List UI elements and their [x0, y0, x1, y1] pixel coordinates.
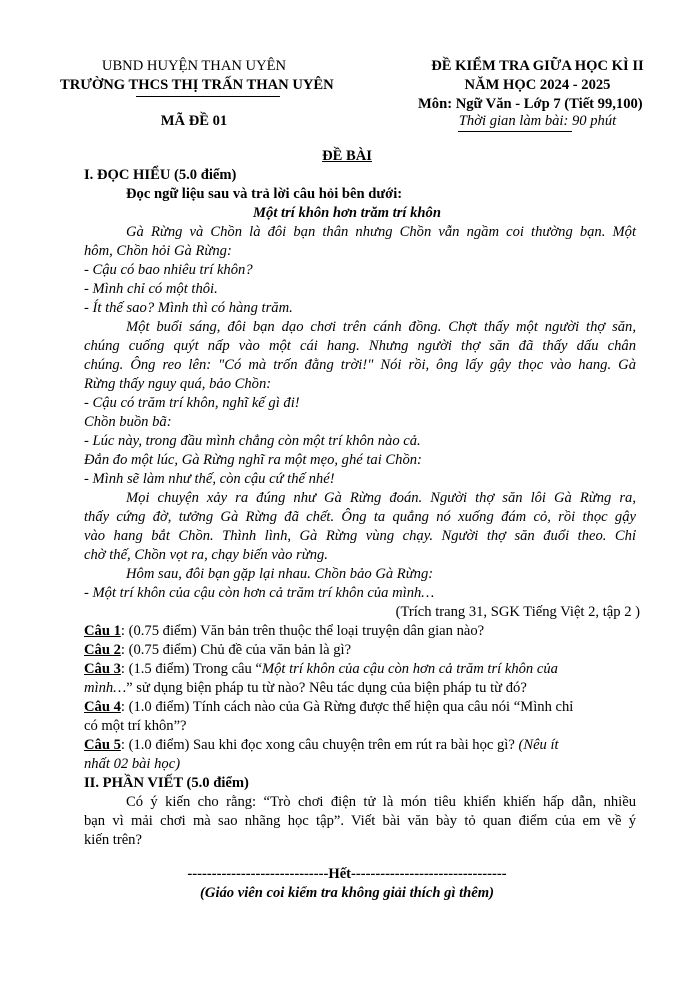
story-line: - Mình sẽ làm như thế, còn cậu cứ thế nhé!: [84, 471, 335, 487]
question-2: [84, 642, 351, 659]
header-underline-right: [458, 131, 572, 132]
question-3: [84, 661, 558, 678]
question-text: : (1.0 điểm) Sau khi đọc xong câu chuyện trên em rút ra bài học gì?: [120, 737, 515, 753]
part2-line: bạn vì mải chơi mà sao nhãng học tập”. Viết bài văn bày tỏ quan điểm của em về ý: [84, 813, 636, 829]
story-title: Một trí khôn hơn trăm trí khôn: [253, 205, 441, 221]
question-text: : (1.5 điểm) Trong câu “: [120, 661, 262, 677]
story-line: - Ít thế sao? Mình thì có hàng trăm.: [84, 300, 293, 316]
school-name: TRƯỜNG THCS THỊ TRẤN THAN UYÊN: [60, 77, 334, 93]
question-4-cont: có một trí khôn”?: [84, 718, 187, 734]
time-line: Thời gian làm bài: 90 phút: [458, 113, 617, 129]
story-line: - Mình chỉ có một thôi.: [84, 281, 218, 297]
story-line: chúng cuống quýt nấp vào một cái hang. Nhưng người thợ săn đã thấy dấu chân: [84, 338, 636, 354]
header-underline-left: [136, 96, 280, 97]
question-label: Câu 5: [84, 737, 121, 753]
story-line: Rừng thấy nguy quá, bảo Chồn:: [84, 376, 272, 392]
story-line: Hôm sau, đôi bạn gặp lại nhau. Chồn bảo Gà Rừng:: [126, 566, 434, 582]
story-line: Gà Rừng và Chồn là đôi bạn thân nhưng Chồn vẫn ngầm coi thường bạn. Một: [126, 224, 636, 240]
part1-heading: I. ĐỌC HIỂU (5.0 điểm): [84, 167, 237, 183]
school-year: NĂM HỌC 2024 - 2025: [464, 77, 611, 93]
question-text: : (0.75 điểm) Chủ đề của văn bản là gì?: [120, 642, 352, 658]
question-text: : (0.75 điểm) Văn bản trên thuộc thể loại truyện dân gian nào?: [120, 623, 485, 639]
story-line: thấy cứng đờ, tưởng Gà Rừng đã chết. Ông ta quẳng nó xuống đám cỏ, rồi thọc gậy: [84, 509, 636, 525]
story-line: - Một trí khôn của cậu còn hơn cả trăm trí khôn của mình…: [84, 585, 435, 601]
question-text: : (1.0 điểm) Tính cách nào của Gà Rừng được thể hiện qua câu nói “Mình chỉ: [120, 699, 574, 715]
question-3-cont: [84, 680, 527, 697]
question-1: [84, 623, 484, 640]
question-label: Câu 4: [84, 699, 121, 715]
story-source: (Trích trang 31, SGK Tiếng Việt 2, tập 2 ): [395, 604, 640, 620]
question-quote: Một trí khôn của cậu còn hơn cả trăm trí khôn của: [261, 661, 558, 677]
end-marker: -----------------------------Hết--------------------------------: [187, 866, 507, 882]
exam-code: MÃ ĐỀ 01: [160, 113, 228, 129]
question-quote: mình…: [84, 680, 127, 696]
subject-line: Môn: Ngữ Văn - Lớp 7 (Tiết 99,100): [418, 96, 643, 112]
part2-heading: II. PHẦN VIẾT (5.0 điểm): [84, 775, 249, 791]
story-line: hôm, Chồn hỏi Gà Rừng:: [84, 243, 232, 259]
story-line: Đắn đo một lúc, Gà Rừng nghĩ ra một mẹo, ghé tai Chồn:: [84, 452, 422, 468]
department-name: UBND HUYỆN THAN UYÊN: [101, 58, 287, 74]
question-label: Câu 1: [84, 623, 121, 639]
question-text: ” sử dụng biện pháp tu từ nào? Nêu tác dụng của biện pháp tu từ đó?: [126, 680, 527, 696]
footer-note: (Giáo viên coi kiểm tra không giải thích gì thêm): [200, 885, 494, 901]
page-title: ĐỀ BÀI: [322, 148, 372, 164]
question-4: [84, 699, 573, 716]
question-5: [84, 737, 559, 754]
part2-line: Có ý kiến cho rằng: “Trò chơi điện tử là món tiêu khiển khiến hấp dẫn, nhiều: [126, 794, 636, 810]
story-line: - Cậu có bao nhiêu trí khôn?: [84, 262, 253, 278]
story-line: vào hang bắt Chồn. Thình lình, Gà Rừng vùng chạy. Người thợ săn đuổi theo. Chỉ: [84, 528, 636, 544]
part1-instruction: Đọc ngữ liệu sau và trả lời câu hỏi bên dưới:: [126, 186, 403, 202]
exam-title: ĐỀ KIỂM TRA GIỮA HỌC KÌ II: [431, 58, 644, 74]
story-line: chúng. Ông reo lên: "Có mà trốn đằng trời!" Nói rồi, ông lấy gậy thọc vào hang. Gà: [84, 357, 636, 373]
story-line: Một buổi sáng, đôi bạn dạo chơi trên cánh đồng. Chợt thấy một người thợ săn,: [126, 319, 636, 335]
story-line: - Lúc này, trong đầu mình chẳng còn một trí khôn nào cả.: [84, 433, 421, 449]
story-line: chờ thế, Chồn vọt ra, chạy biến vào rừng.: [84, 547, 328, 563]
story-line: - Cậu có trăm trí khôn, nghĩ kế gì đi!: [84, 395, 300, 411]
story-line: Mọi chuyện xảy ra đúng như Gà Rừng đoán. Người thợ săn lôi Gà Rừng ra,: [126, 490, 636, 506]
question-label: Câu 2: [84, 642, 121, 658]
story-line: Chồn buồn bã:: [84, 414, 172, 430]
question-5-cont: nhất 02 bài học): [84, 756, 181, 772]
question-label: Câu 3: [84, 661, 121, 677]
part2-line: kiến trên?: [84, 832, 142, 848]
question-note: (Nêu ít: [518, 737, 559, 753]
